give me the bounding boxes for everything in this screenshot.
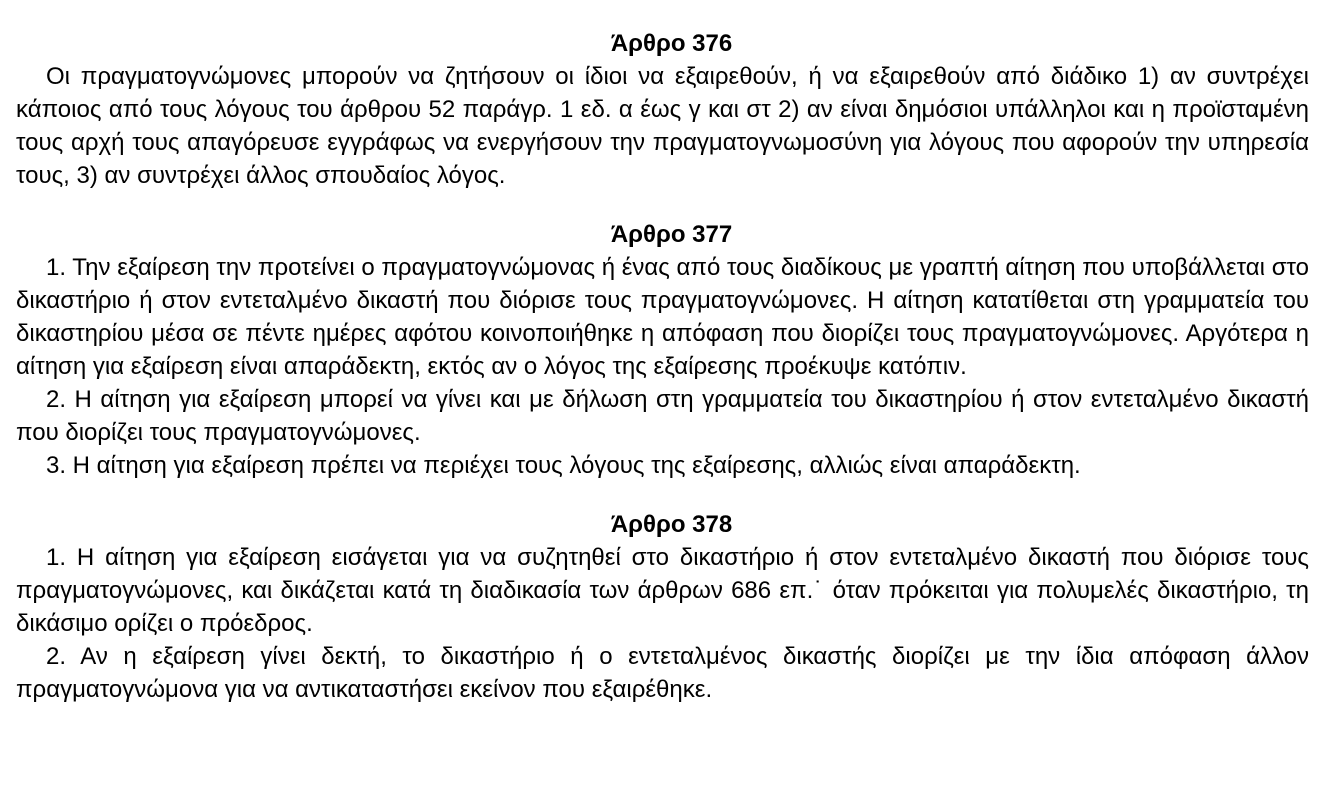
- article-title: Άρθρο 376: [610, 30, 733, 57]
- article-paragraph: 2. Αν η εξαίρεση γίνει δεκτή, το δικαστήριο ή ο εντεταλμένος δικαστής διορίζει με την ίδια απόφαση άλλον πραγματογνώμονα για να αντικαταστήσει εκείνον που εξαιρέθηκε.: [16, 643, 1309, 703]
- article-paragraph: Οι πραγματογνώμονες μπορούν να ζητήσουν οι ίδιοι να εξαιρεθούν, ή να εξαιρεθούν από διάδικο 1) αν συντρέχει κάποιος από τους λόγους του άρθρου 52 παράγρ. 1 εδ. α έως γ και στ 2) αν είναι δημόσιοι υπάλληλοι και η προϊσταμένη τους αρχή τους απαγόρευσε εγγράφως να ενεργήσουν την πραγματογνωμοσύνη για λόγους που αφορούν την υπηρεσία τους, 3) αν συντρέχει άλλος σπουδαίος λόγος.: [16, 63, 1309, 189]
- article-377: [16, 218, 1309, 482]
- article-title: Άρθρο 378: [610, 511, 733, 538]
- article-paragraph: 1. Την εξαίρεση την προτείνει ο πραγματογνώμονας ή ένας από τους διαδίκους με γραπτή αίτηση που υποβάλλεται στο δικαστήριο ή στον εντεταλμένο δικαστή που διόρισε τους πραγματογνώμονες. Η αίτηση κατατίθεται στη γραμματεία του δικαστηρίου μέσα σε πέντε ημέρες αφότου κοινοποιήθηκε η απόφαση που διορίζει τους πραγματογνώμονες. Αργότερα η αίτηση για εξαίρεση είναι απαράδεκτη, εκτός αν ο λόγος της εξαίρεσης προέκυψε κατόπιν.: [16, 254, 1309, 380]
- article-paragraph: 1. Η αίτηση για εξαίρεση εισάγεται για να συζητηθεί στο δικαστήριο ή στον εντεταλμένο δικαστή που διόρισε τους πραγματογνώμονες, και δικάζεται κατά τη διαδικασία των άρθρων 686 επ.˙ όταν πρόκειται για πολυμελές δικαστήριο, τη δικάσιμο ορίζει ο πρόεδρος.: [16, 544, 1309, 637]
- article-378: [16, 508, 1309, 706]
- article-paragraph: 2. Η αίτηση για εξαίρεση μπορεί να γίνει και με δήλωση στη γραμματεία του δικαστηρίου ή στον εντεταλμένο δικαστή που διορίζει τους πραγματογνώμονες.: [16, 386, 1309, 446]
- article-title: Άρθρο 377: [610, 221, 733, 248]
- article-376: [16, 27, 1309, 192]
- article-paragraph: 3. Η αίτηση για εξαίρεση πρέπει να περιέχει τους λόγους της εξαίρεσης, αλλιώς είναι απαράδεκτη.: [46, 452, 1081, 479]
